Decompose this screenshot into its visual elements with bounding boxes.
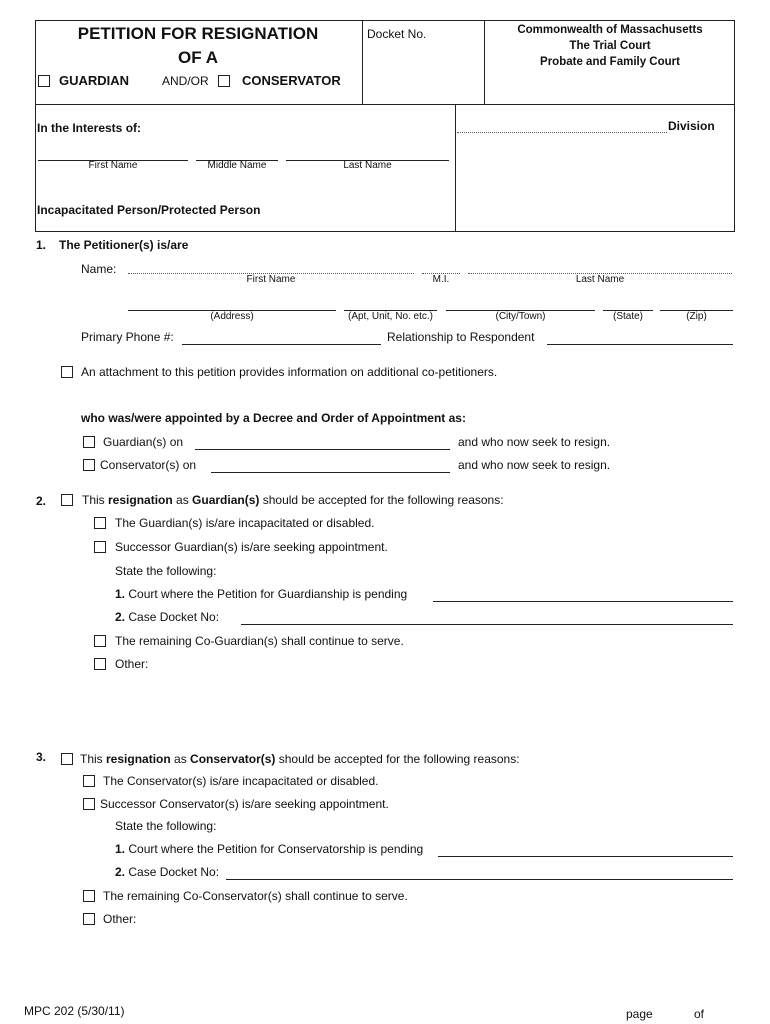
co-guardian-label: The remaining Co-Guardian(s) shall continue to serve. [115,634,404,648]
guardian-resignation-checkbox[interactable] [61,494,73,506]
conservator-label: CONSERVATOR [242,73,341,88]
guardian-on-date-line[interactable] [195,449,450,450]
conservator-other-checkbox[interactable] [83,913,95,925]
conservator-resignation-checkbox[interactable] [61,753,73,765]
form-title-line1: PETITION FOR RESIGNATION [77,24,319,43]
guardian-court-label: 1. Court where the Petition for Guardianship is pending [115,587,408,601]
conservator-court-line[interactable] [438,856,733,857]
interests-middle-name-caption: Middle Name [207,160,267,171]
guardian-docket-label: 2. Case Docket No: [115,610,220,624]
section3-number: 3. [36,750,47,764]
guardian-court-line[interactable] [433,601,733,602]
header-row-divider [35,104,735,105]
zip-caption: (Zip) [686,311,707,322]
co-conservator-checkbox[interactable] [83,890,95,902]
guardian-state-following: State the following: [115,564,217,578]
guardian-other-checkbox[interactable] [94,658,106,670]
header-divider-3 [455,104,456,232]
header-divider-2 [484,20,485,104]
guardian-docket-line[interactable] [241,624,733,625]
conservator-checkbox[interactable] [218,75,230,87]
guardian-resign-text: and who now seek to resign. [458,435,611,449]
guardian-on-label: Guardian(s) on [103,435,184,449]
attachment-checkbox[interactable] [61,366,73,378]
section3-lead: This resignation as Conservator(s) should be accepted for the following reasons: [80,752,520,766]
court-line2: The Trial Court [569,40,651,52]
conservator-incapacitated-checkbox[interactable] [83,775,95,787]
of-label: of [694,1007,705,1021]
guardian-successor-label: Successor Guardian(s) is/are seeking appointment. [115,540,388,554]
guardian-checkbox[interactable] [38,75,50,87]
form-title-line2: OF A [178,48,218,67]
court-line1: Commonwealth of Massachusetts [517,24,703,36]
conservator-on-label: Conservator(s) on [100,458,197,472]
conservator-resign-text: and who now seek to resign. [458,458,611,472]
conservator-docket-label: 2. Case Docket No: [115,865,220,879]
conservator-on-date-line[interactable] [211,472,450,473]
interests-last-name-caption: Last Name [343,160,392,171]
petitioner-last-name-caption: Last Name [575,274,625,285]
conservator-on-checkbox[interactable] [83,459,95,471]
form-id: MPC 202 (5/30/11) [24,1004,125,1018]
section1-heading: The Petitioner(s) is/are [59,238,189,252]
state-caption: (State) [612,311,643,322]
guardian-successor-checkbox[interactable] [94,541,106,553]
address-caption: (Address) [210,311,254,322]
court-line3: Probate and Family Court [540,56,680,68]
conservator-state-following: State the following: [115,819,217,833]
phone-line[interactable] [182,344,381,345]
person-label: Incapacitated Person/Protected Person [37,203,261,217]
guardian-incapacitated-checkbox[interactable] [94,517,106,529]
apt-caption: (Apt, Unit, No. etc.) [347,311,434,322]
section2-lead: This resignation as Guardian(s) should be accepted for the following reasons: [82,493,504,507]
relationship-line[interactable] [547,344,733,345]
appointed-text: who was/were appointed by a Decree and Order of Appointment as: [81,411,466,425]
co-conservator-label: The remaining Co-Conservator(s) shall continue to serve. [103,889,408,903]
guardian-other-label: Other: [115,657,149,671]
city-caption: (City/Town) [495,311,546,322]
division-line[interactable] [457,132,667,133]
section1-number: 1. [36,238,47,252]
conservator-court-label: 1. Court where the Petition for Conservatorship is pending [115,842,424,856]
header-divider-1 [362,20,363,104]
docket-label: Docket No. [367,27,427,41]
interests-first-name-caption: First Name [88,160,138,171]
phone-label: Primary Phone #: [81,330,174,344]
co-guardian-checkbox[interactable] [94,635,106,647]
attachment-text: An attachment to this petition provides information on additional co-petitioners. [81,365,498,379]
andor-label: AND/OR [162,74,209,88]
conservator-successor-checkbox[interactable] [83,798,95,810]
guardian-on-checkbox[interactable] [83,436,95,448]
guardian-incapacitated-label: The Guardian(s) is/are incapacitated or disabled. [115,516,375,530]
petitioner-mi-caption: M.I. [432,274,450,285]
petitioner-first-name-caption: First Name [246,274,296,285]
conservator-other-label: Other: [103,912,137,926]
relationship-label: Relationship to Respondent [387,330,535,344]
section2-number: 2. [36,494,47,508]
page-label: page [626,1007,653,1021]
division-label: Division [668,119,715,133]
guardian-label: GUARDIAN [59,73,130,88]
conservator-incapacitated-label: The Conservator(s) is/are incapacitated or disabled. [103,774,379,788]
name-label: Name: [81,262,117,276]
interests-label: In the Interests of: [37,121,142,135]
conservator-successor-label: Successor Conservator(s) is/are seeking appointment. [100,797,389,811]
conservator-docket-line[interactable] [226,879,733,880]
